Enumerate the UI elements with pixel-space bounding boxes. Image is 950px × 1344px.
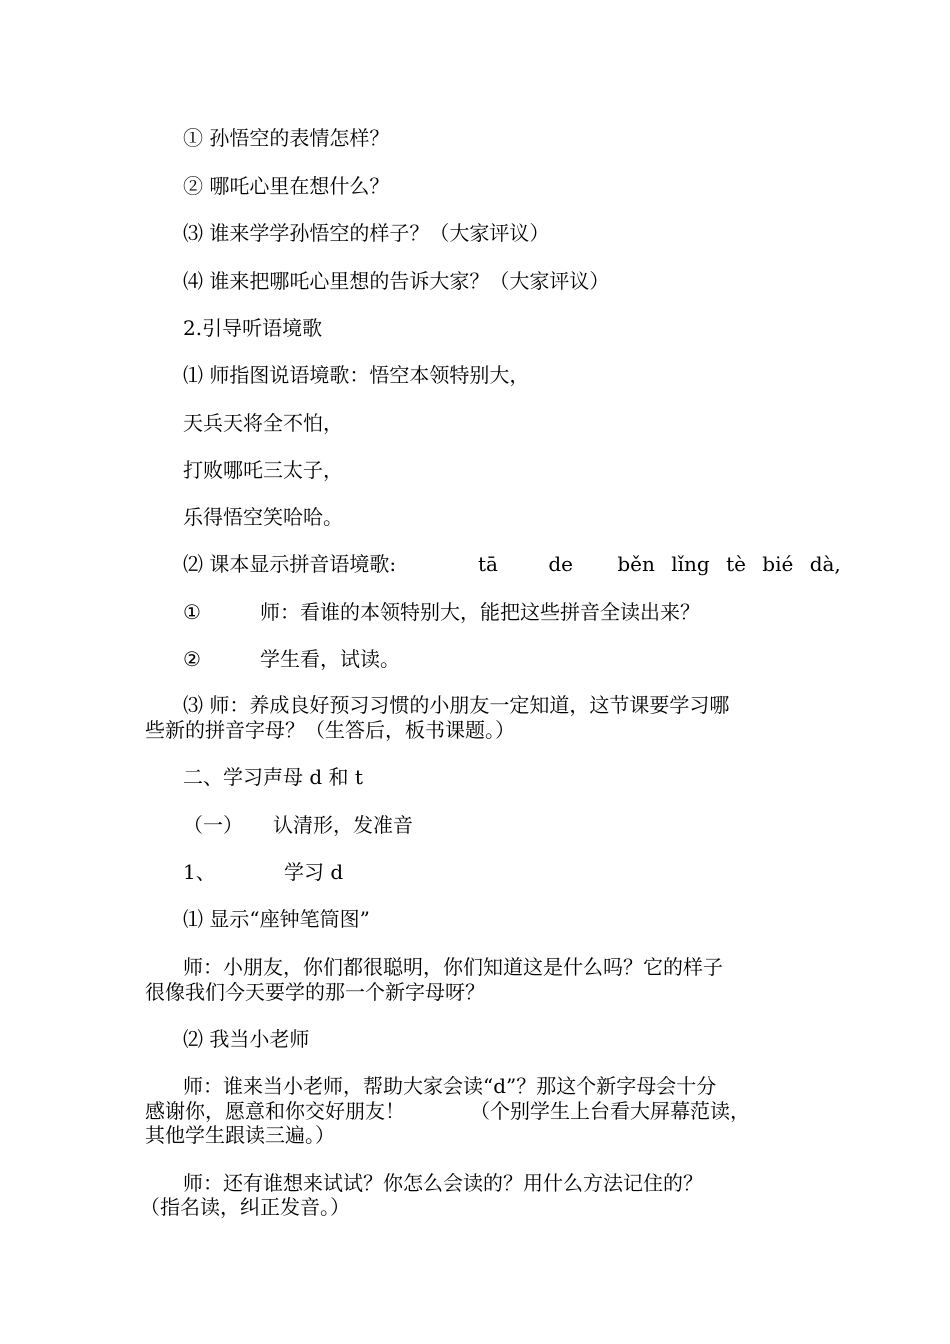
- subsection-1-mark: （一）: [183, 813, 243, 837]
- pinyin-syllable: tā: [478, 552, 498, 576]
- teacher-2-line-2b: （个别学生上台看大屏幕范读，: [470, 1099, 750, 1123]
- pinyin-syllable: lǐng: [671, 552, 710, 576]
- subsection-2-text: 学习 d: [284, 860, 344, 884]
- pinyin-syllable: bié: [762, 552, 794, 576]
- item-1-text: 师：看谁的本领特别大，能把这些拼音全读出来？: [260, 600, 700, 624]
- pinyin-song-label: ⑵ 课本显示拼音语境歌:: [183, 552, 397, 576]
- question-nezha-thinking: ② 哪吒心里在想什么？: [183, 174, 390, 198]
- section-song-heading: 2.引导听语境歌: [183, 316, 323, 340]
- song-line-4: 乐得悟空笑哈哈。: [183, 505, 343, 529]
- me-teacher-heading: ⑵ 我当小老师: [183, 1027, 310, 1051]
- teacher-2-line-3: 其他学生跟读三遍。）: [145, 1123, 335, 1147]
- question-imitate: ⑶ 谁来学学孙悟空的样子？（大家评议）: [183, 221, 550, 245]
- pinyin-syllable: de: [548, 552, 573, 576]
- subsection-2-mark: 1、: [183, 860, 216, 884]
- item-1-mark: ①: [183, 600, 201, 624]
- section-2-heading: 二、学习声母 d 和 t: [183, 765, 363, 789]
- song-line-3: 打败哪吒三太子，: [183, 458, 343, 482]
- teacher-1-line-1: 师：小朋友，你们都很聪明，你们知道这是什么吗？它的样子: [183, 955, 723, 979]
- teacher-3-line-2: （指名读，纠正发音。）: [140, 1195, 350, 1219]
- song-line-2: 天兵天将全不怕，: [183, 411, 343, 435]
- pinyin-syllable: dà,: [809, 552, 841, 576]
- pinyin-syllable: běn: [617, 552, 655, 576]
- para3-line-1: ⑶ 师：养成良好预习习惯的小朋友一定知道，这节课要学习哪: [183, 693, 730, 717]
- teacher-3-line-1: 师：还有谁想来试试？你怎么会读的？用什么方法记住的？: [183, 1171, 703, 1195]
- question-expression: ① 孙悟空的表情怎样？: [183, 126, 390, 150]
- para3-line-2: 些新的拼音字母？（生答后，板书课题。）: [145, 718, 515, 742]
- teacher-2-line-1: 师：谁来当小老师，帮助大家会读“d”？那这个新字母会十分: [183, 1074, 717, 1098]
- teacher-2-line-2a: 感谢你，愿意和你交好朋友！: [145, 1099, 405, 1123]
- item-2-mark: ②: [183, 647, 201, 671]
- subsection-1-text: 认清形，发准音: [273, 813, 413, 837]
- pinyin-row: [478, 553, 841, 575]
- pinyin-syllable: tè: [726, 552, 746, 576]
- question-tell: ⑷ 谁来把哪吒心里想的告诉大家？（大家评议）: [183, 269, 610, 293]
- show-picture: ⑴ 显示“座钟笔筒图”: [183, 907, 370, 931]
- teacher-1-line-2: 很像我们今天要学的那一个新字母呀？: [145, 980, 485, 1004]
- song-intro: ⑴ 师指图说语境歌：悟空本领特别大，: [183, 363, 530, 387]
- item-2-text: 学生看，试读。: [260, 647, 400, 671]
